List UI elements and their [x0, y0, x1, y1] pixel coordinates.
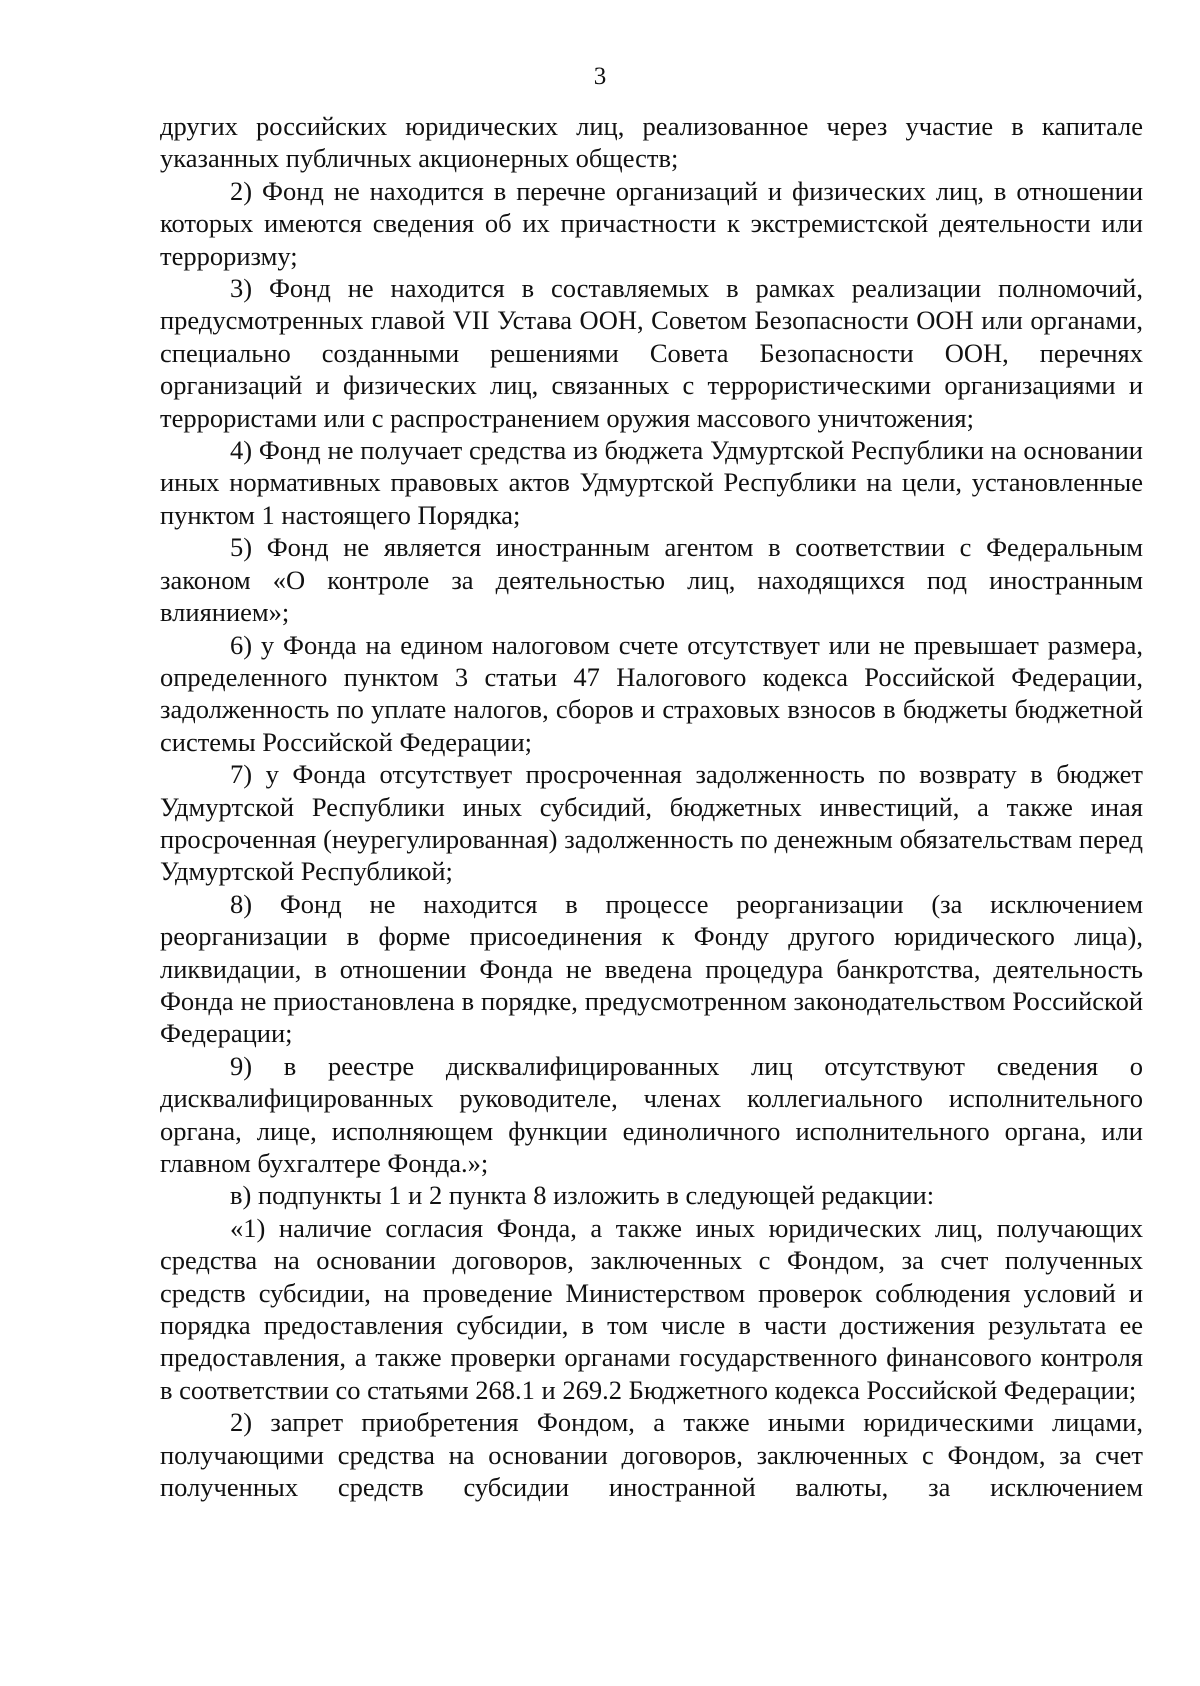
paragraph-continuation: других российских юридических лиц, реализованное через участие в капитале указанных публичных акционерных обществ;: [160, 111, 1143, 174]
paragraph-item-7: 7) у Фонда отсутствует просроченная задолженность по возврату в бюджет Удмуртской Республики иных субсидий, бюджетных инвестиций, а также иная просроченная (неурегулированная) задолженность по денежным обязательствам перед Удмуртской Республикой;: [160, 759, 1143, 887]
paragraph-new-item-1: «1) наличие согласия Фонда, а также иных юридических лиц, получающих средства на основании договоров, заключенных с Фондом, за счет полученных средств субсидии, на проведение Министерством проверок соблюдения условий и порядка предоставления субсидии, в том числе в части достижения результата ее предоставления, а также проверки органами государственного финансового контроля в соответствии со статьями 268.1 и 269.2 Бюджетного кодекса Российской Федерации;: [160, 1212, 1143, 1405]
paragraph-item-9: 9) в реестре дисквалифицированных лиц отсутствуют сведения о дисквалифицированных руководителе, членах коллегиального исполнительного органа, лице, исполняющем функции единоличного исполнительного органа, или главном бухгалтере Фонда.»;: [160, 1050, 1143, 1178]
paragraph-item-8: 8) Фонд не находится в процессе реорганизации (за исключением реорганизации в форме присоединения к Фонду другого юридического лица), ликвидации, в отношении Фонда не введена процедура банкротства, деятельность Фонда не приостановлена в порядке, предусмотренном законодательством Российской Федерации;: [160, 888, 1143, 1049]
document-body: [160, 110, 1143, 1503]
paragraph-new-item-2: 2) запрет приобретения Фондом, а также иными юридическими лицами, получающими средства на основании договоров, заключенных с Фондом, за счет полученных средств субсидии иностранной валюты, за исключением: [160, 1407, 1143, 1503]
paragraph-item-3: 3) Фонд не находится в составляемых в рамках реализации полномочий, предусмотренных главой VII Устава ООН, Советом Безопасности ООН или органами, специально созданными решениями Совета Безопасности ООН, перечнях организаций и физических лиц, связанных с террористическими организациями и террористами или с распространением оружия массового уничтожения;: [160, 273, 1143, 433]
paragraph-subclause-v: в) подпункты 1 и 2 пункта 8 изложить в следующей редакции:: [230, 1180, 935, 1211]
paragraph-item-4: 4) Фонд не получает средства из бюджета Удмуртской Республики на основании иных нормативных правовых актов Удмуртской Республики на цели, установленные пунктом 1 настоящего Порядка;: [160, 435, 1143, 530]
paragraph-item-6: 6) у Фонда на едином налоговом счете отсутствует или не превышает размера, определенного пунктом 3 статьи 47 Налогового кодекса Российской Федерации, задолженность по уплате налогов, сборов и страховых взносов в бюджеты бюджетной системы Российской Федерации;: [160, 629, 1143, 757]
page-number: 3: [593, 63, 607, 90]
paragraph-item-5: 5) Фонд не является иностранным агентом в соответствии с Федеральным законом «О контроле за деятельностью лиц, находящихся под иностранным влиянием»;: [160, 532, 1143, 628]
paragraph-item-2: 2) Фонд не находится в перечне организаций и физических лиц, в отношении которых имеются сведения об их причастности к экстремистской деятельности или терроризму;: [160, 175, 1143, 271]
